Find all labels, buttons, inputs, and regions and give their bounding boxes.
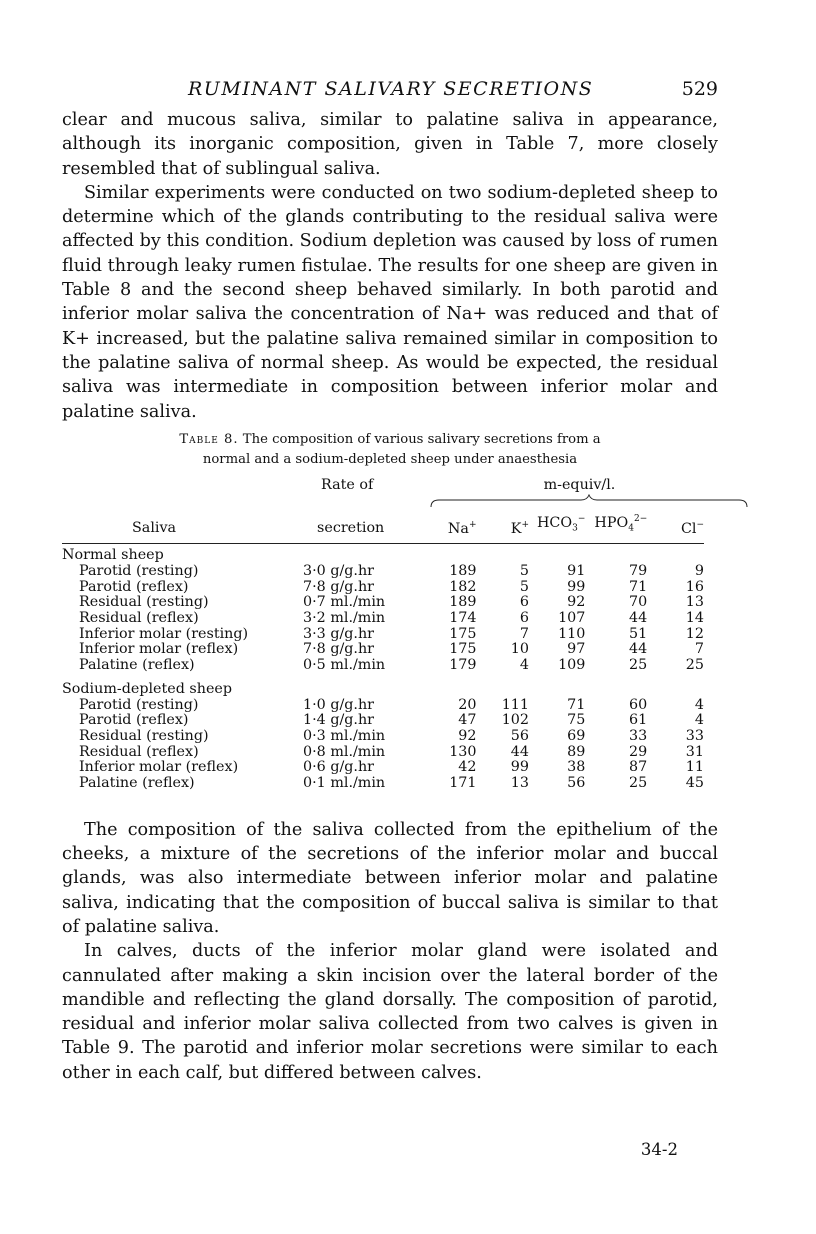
running-header: [62, 78, 718, 108]
brace-icon: [425, 494, 749, 508]
page: [62, 78, 718, 1085]
salivary-composition-table: [62, 476, 704, 792]
cell-k: 6: [519, 610, 529, 626]
cell-name: [62, 580, 303, 596]
k-header: K+: [510, 519, 529, 537]
cell-rate: 0·5 ml./min: [303, 657, 386, 674]
cell-na: 189: [449, 594, 477, 611]
cell-rate: 3·2 ml./min: [303, 610, 386, 626]
group-brace: [425, 494, 704, 512]
section-title: Sodium-depleted sheep: [62, 680, 233, 697]
cell-name: [62, 698, 303, 714]
cell-name: [62, 611, 303, 627]
hco3-header: $HCO_3^-$: [536, 513, 586, 534]
row-label: Residual (resting): [79, 594, 209, 611]
cell-k: 111: [501, 696, 529, 713]
cell-cl: 4: [694, 696, 704, 713]
cell-cl: 11: [685, 759, 704, 776]
cell-cl: 25: [685, 657, 704, 674]
cell-name: [62, 627, 303, 643]
page-number: 529: [681, 78, 718, 100]
cell-rate: 0·6 g/g.hr: [303, 759, 375, 776]
cell-name: [62, 745, 303, 761]
cell-hpo4: 61: [629, 712, 648, 729]
cell-hpo4: 87: [629, 759, 648, 776]
hpo4-header: $HPO_4^{2-}$: [594, 513, 648, 534]
table-row: [62, 595, 704, 611]
cell-cl: 31: [685, 743, 704, 760]
cell-k: 99: [510, 759, 529, 776]
cell-k: 5: [519, 578, 529, 595]
row-label: Parotid (resting): [79, 696, 199, 713]
rate-header-line1: Rate of: [321, 477, 374, 494]
cell-hpo4: 44: [629, 610, 648, 626]
signature-mark: 34-2: [640, 1140, 678, 1159]
cell-cl: 12: [685, 625, 704, 642]
cell-rate: 0·3 ml./min: [303, 727, 386, 744]
cell-k: 7: [519, 625, 529, 642]
cell-hco3: 97: [567, 641, 586, 658]
cl-header: Cl−: [680, 519, 704, 537]
row-label: Residual (resting): [79, 727, 209, 744]
row-label: Inferior molar (reflex): [79, 759, 239, 776]
paragraph-4: In calves, ducts of the inferior molar gland were isolated and cannulated after making a skin incision over the lateral border of the mandible and reflecting the gland dorsally. The composition of parotid, residual and inferior molar saliva collected from two calves is given in Table 9. The parotid and inferior molar secretions were similar to each other in each calf, but differed between calves.: [62, 941, 718, 1083]
cell-hpo4: 29: [629, 743, 648, 760]
table-label: Table 8.: [179, 431, 239, 447]
cell-na: 20: [458, 696, 477, 713]
table-row: [62, 564, 704, 580]
cell-cl: 33: [685, 727, 704, 744]
paragraph-1: clear and mucous saliva, similar to palatine saliva in appearance, although its inorganic composition, given in Table 7, more closely resembled that of sublingual saliva.: [62, 110, 718, 179]
cell-name: [62, 564, 303, 580]
cell-cl: 9: [694, 562, 704, 579]
cell-na: 92: [458, 727, 477, 744]
cell-k: 5: [519, 562, 529, 579]
cell-k: 102: [501, 712, 529, 729]
table-row: [62, 776, 704, 792]
cell-hpo4: 79: [629, 562, 648, 579]
cell-rate: 7·8 g/g.hr: [303, 578, 375, 595]
table-row: [62, 627, 704, 643]
cell-name: [62, 760, 303, 776]
cell-cl: 4: [694, 712, 704, 729]
cell-name: [62, 658, 303, 674]
section-title: Normal sheep: [62, 547, 164, 564]
cell-cl: 14: [685, 610, 704, 626]
cell-hco3: 99: [567, 578, 586, 595]
cell-name: [62, 713, 303, 729]
row-label: Inferior molar (resting): [79, 625, 249, 642]
cell-hco3: 71: [567, 696, 586, 713]
cell-name: [62, 595, 303, 611]
cell-name: [62, 729, 303, 745]
rate-header-line2: secretion: [317, 520, 385, 537]
cell-rate: 1·4 g/g.hr: [303, 712, 375, 729]
cell-na: 42: [458, 759, 477, 776]
cell-hco3: 109: [558, 657, 586, 674]
cell-rate: 3·3 g/g.hr: [303, 625, 375, 642]
table-row: [62, 745, 704, 761]
cell-cl: 7: [694, 641, 704, 658]
table-row: [62, 611, 704, 627]
cell-hpo4: 70: [629, 594, 648, 611]
section-header-row: [62, 548, 704, 564]
cell-cl: 13: [685, 594, 704, 611]
cell-hpo4: 25: [629, 657, 648, 674]
table-row: [62, 729, 704, 745]
section-header-row: [62, 682, 704, 698]
cell-hco3: 56: [567, 775, 586, 792]
cell-na: 130: [449, 743, 477, 760]
cell-hpo4: 60: [629, 696, 648, 713]
row-label: Palatine (reflex): [79, 657, 195, 674]
cell-k: 6: [519, 594, 529, 611]
cell-rate: 1·0 g/g.hr: [303, 696, 375, 713]
cell-na: 47: [458, 712, 477, 729]
cell-cl: 16: [685, 578, 704, 595]
cell-name: [62, 642, 303, 658]
cell-hco3: 38: [567, 759, 586, 776]
table-row: [62, 642, 704, 658]
cell-hco3: 110: [558, 625, 586, 642]
na-header: Na+: [447, 519, 477, 537]
cell-hco3: 92: [567, 594, 586, 611]
row-label: Parotid (reflex): [79, 578, 189, 595]
cell-k: 10: [510, 641, 529, 658]
cell-na: 171: [449, 775, 477, 792]
table-row: [62, 698, 704, 714]
group-header: m-equiv/l.: [543, 477, 616, 494]
table-caption: [62, 430, 718, 470]
row-label: Inferior molar (reflex): [79, 641, 239, 658]
cell-na: 174: [449, 610, 477, 626]
cell-rate: 3·0 g/g.hr: [303, 562, 375, 579]
cell-hpo4: 33: [629, 727, 648, 744]
row-label: Parotid (reflex): [79, 712, 189, 729]
saliva-header: Saliva: [132, 520, 177, 537]
table-row: [62, 580, 704, 596]
row-label: Residual (reflex): [79, 610, 199, 626]
row-label: Parotid (resting): [79, 562, 199, 579]
cell-hpo4: 25: [629, 775, 648, 792]
cell-rate: 7·8 g/g.hr: [303, 641, 375, 658]
cell-hpo4: 51: [629, 625, 648, 642]
cell-rate: 0·7 ml./min: [303, 594, 386, 611]
cell-hco3: 69: [567, 727, 586, 744]
cell-k: 13: [510, 775, 529, 792]
cell-na: 175: [449, 641, 477, 658]
cell-hco3: 75: [567, 712, 586, 729]
cell-hco3: 91: [567, 562, 586, 579]
table-row: [62, 713, 704, 729]
cell-k: 44: [510, 743, 529, 760]
row-label: Palatine (reflex): [79, 775, 195, 792]
cell-hco3: 107: [558, 610, 586, 626]
cell-hpo4: 71: [629, 578, 648, 595]
table-row: [62, 760, 704, 776]
running-title: RUMINANT SALIVARY SECRETIONS: [188, 78, 594, 100]
cell-rate: 0·1 ml./min: [303, 775, 386, 792]
caption-line-1: The composition of various salivary secretions from a: [242, 431, 601, 447]
table-row: [62, 658, 704, 674]
cell-na: 182: [449, 578, 477, 595]
cell-hco3: 89: [567, 743, 586, 760]
paragraph-3: The composition of the saliva collected from the epithelium of the cheeks, a mixture of the secretions of the inferior molar and buccal glands, was also intermediate between inferior molar and palatine saliva, indicating that the composition of buccal saliva is similar to that of palatine saliva.: [62, 819, 718, 937]
cell-na: 179: [449, 657, 477, 674]
cell-cl: 45: [685, 775, 704, 792]
caption-line-2: normal and a sodium-depleted sheep under anaesthesia: [202, 451, 578, 467]
cell-hpo4: 44: [629, 641, 648, 658]
row-label: Residual (reflex): [79, 743, 199, 760]
cell-k: 56: [510, 727, 529, 744]
cell-k: 4: [519, 657, 529, 674]
cell-name: [62, 776, 303, 792]
cell-na: 189: [449, 562, 477, 579]
cell-na: 175: [449, 625, 477, 642]
paragraph-2: Similar experiments were conducted on two sodium-depleted sheep to determine which of the glands contributing to the residual saliva were affected by this condition. Sodium depletion was caused by loss of rumen fluid through leaky rumen fistulae. The results for one sheep are given in Table 8 and the second sheep behaved similarly. In both parotid and inferior molar saliva the concentration of Na+ was reduced and that of K+ increased, but the palatine saliva remained similar in composition to the palatine saliva of normal sheep. As would be expected, the residual saliva was intermediate in composition between inferior molar and palatine saliva.: [62, 182, 718, 422]
cell-rate: 0·8 ml./min: [303, 743, 386, 760]
